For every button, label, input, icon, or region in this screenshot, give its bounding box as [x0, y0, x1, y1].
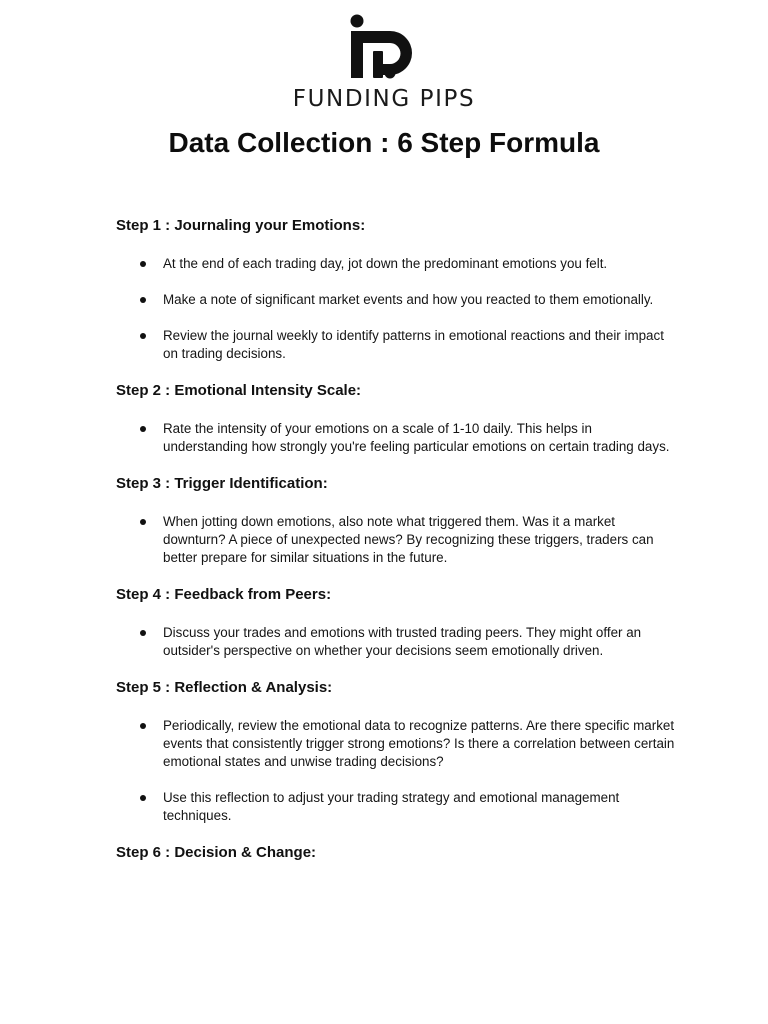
- list-item-text: Use this reflection to adjust your trading strategy and emotional management techniques.: [163, 790, 620, 823]
- list-item-text: Discuss your trades and emotions with trusted trading peers. They might offer an outsider's perspective on whether your decisions seem emotionally driven.: [163, 625, 642, 658]
- bullet-icon: [140, 297, 146, 303]
- list-item-text: Review the journal weekly to identify patterns in emotional reactions and their impact on trading decisions.: [163, 328, 664, 361]
- spacer: [116, 456, 676, 474]
- brand-name: FUNDING PIPS: [292, 86, 476, 112]
- bullet-icon: [140, 630, 146, 636]
- spacer: [116, 771, 676, 789]
- step-heading: Step 2 : Emotional Intensity Scale:: [116, 382, 362, 399]
- list-item: [116, 291, 676, 309]
- spacer: [116, 660, 676, 678]
- spacer: [116, 698, 676, 717]
- list-item-text: When jotting down emotions, also note what triggered them. Was it a market downturn? A piece of unexpected news? By recognizing these triggers, traders can better prepare for similar situations in the future.: [163, 514, 654, 565]
- list-item-text: Rate the intensity of your emotions on a scale of 1-10 daily. This helps in understanding how strongly you're feeling particular emotions on certain trading days.: [163, 421, 670, 454]
- bullet-list: [116, 717, 676, 825]
- bullet-icon: [140, 261, 146, 267]
- step-heading: Step 4 : Feedback from Peers:: [116, 586, 332, 603]
- funding-pips-logo-icon: [350, 14, 418, 80]
- list-item-text: Make a note of significant market events and how you reacted to them emotionally.: [163, 292, 654, 307]
- step-heading: Step 1 : Journaling your Emotions:: [116, 217, 366, 234]
- bullet-list: [116, 513, 676, 567]
- bullet-list: [116, 255, 676, 363]
- steps-content: [116, 216, 676, 863]
- bullet-icon: [140, 795, 146, 801]
- logo: [0, 14, 768, 80]
- list-item: [116, 717, 676, 771]
- spacer: [116, 494, 676, 513]
- spacer: [116, 363, 676, 381]
- spacer: [116, 825, 676, 843]
- list-item: [116, 420, 676, 456]
- list-item: [116, 624, 676, 660]
- spacer: [116, 567, 676, 585]
- spacer: [116, 605, 676, 624]
- bullet-icon: [140, 333, 146, 339]
- step-heading: Step 5 : Reflection & Analysis:: [116, 679, 333, 696]
- bullet-icon: [140, 519, 146, 525]
- page-title: Data Collection : 6 Step Formula: [168, 127, 600, 158]
- spacer: [116, 401, 676, 420]
- list-item: [116, 255, 676, 273]
- bullet-icon: [140, 723, 146, 729]
- list-item: [116, 327, 676, 363]
- list-item-text: At the end of each trading day, jot down the predominant emotions you felt.: [163, 256, 608, 271]
- step-heading: Step 6 : Decision & Change:: [116, 844, 317, 861]
- bullet-list: [116, 624, 676, 660]
- list-item-text: Periodically, review the emotional data to recognize patterns. Are there specific market events that consistently trigger strong emotions? Is there a correlation between certain emotional states and unwise trading decisions?: [163, 718, 675, 769]
- bullet-icon: [140, 426, 146, 432]
- spacer: [116, 236, 676, 255]
- list-item: [116, 513, 676, 567]
- step-heading: Step 3 : Trigger Identification:: [116, 475, 328, 492]
- spacer: [116, 273, 676, 291]
- spacer: [116, 309, 676, 327]
- bullet-list: [116, 420, 676, 456]
- list-item: [116, 789, 676, 825]
